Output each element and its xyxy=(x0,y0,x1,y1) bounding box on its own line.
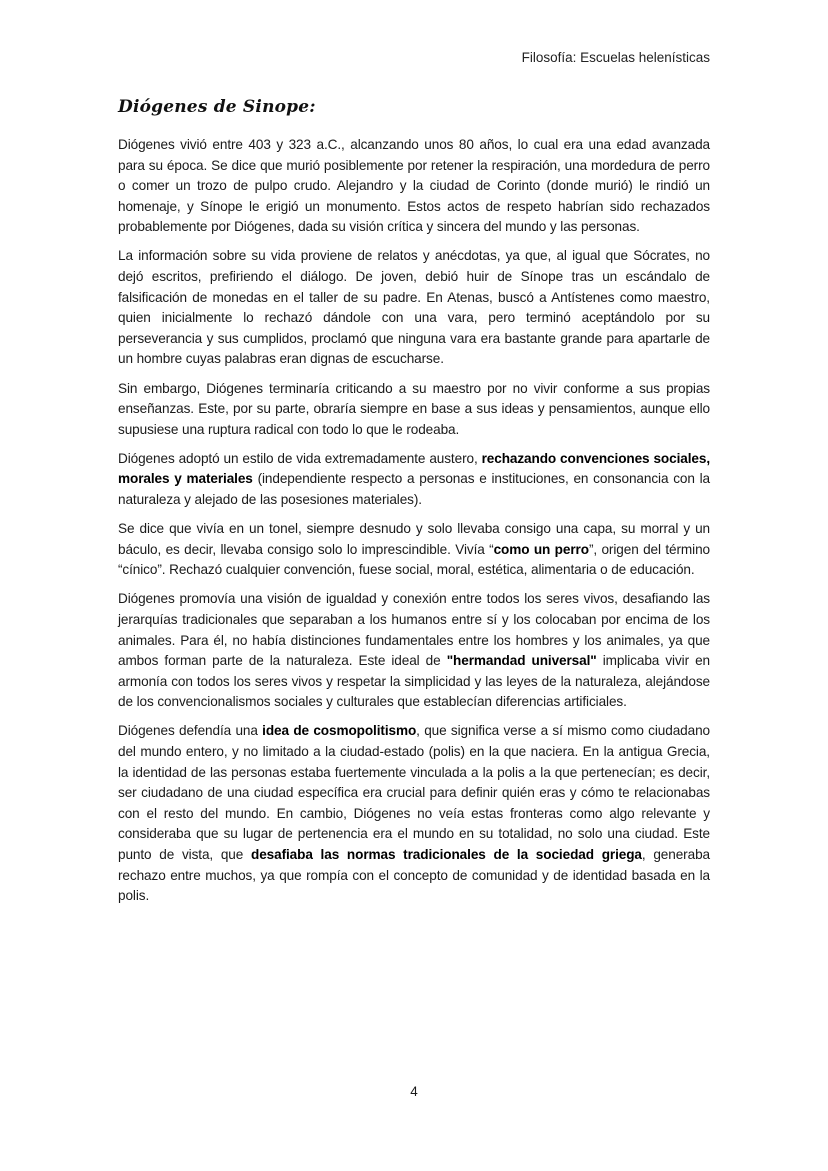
text-run: Diógenes adoptó un estilo de vida extremadamente austero, xyxy=(118,450,482,466)
text-run: Diógenes defendía una xyxy=(118,723,263,739)
paragraph xyxy=(118,135,710,238)
text-run: Sin embargo, Diógenes terminaría criticando a su maestro por no vivir conforme a sus propias enseñanzas. Este, por su parte, obraría siempre en base a sus ideas y pensamientos, aunque ello supusiese una ruptura radical con todo lo que le rodeaba. xyxy=(118,380,710,437)
page-number: 4 xyxy=(410,1084,418,1099)
text-run: Se dice que vivía en un tonel, siempre desnudo y solo llevaba consigo una capa, su morral y un báculo, es decir, llevaba consigo solo lo imprescindible. Vivía “ xyxy=(118,521,710,557)
text-run: , que significa verse a sí mismo como ciudadano del mundo entero, y no limitado a la ciudad-estado (polis) en la que naciera. En la antigua Grecia, la identidad de las personas estaba fuertemente vinculada a la polis a la que pertenecían; es decir, ser ciudadano de una ciudad específica era crucial para definir quién eras y cómo te relacionabas con el resto del mundo. En cambio, Diógenes no veía estas fronteras como algo relevante y consideraba que su lugar de pertenencia era el mundo en su totalidad, no solo una ciudad. Este punto de vista, que xyxy=(118,723,710,862)
text-run: ”, origen del término “cínico”. Rechazó cualquier convención, fuese social, moral, estética, alimentaria o de educación. xyxy=(118,541,710,578)
text-run: Diógenes vivió entre 403 y 323 a.C., alcanzando unos 80 años, lo cual era una edad avanzada para su época. Se dice que murió posiblemente por retener la respiración, una mordedura de perro o comer un trozo de pulpo crudo. Alejandro y la ciudad de Corinto (donde murió) le rindió un homenaje, y Sínope le erigió un monumento. Estos actos de respeto habrían sido rechazados probablemente por Diógenes, dada su visión crítica y sincera del mundo y las personas. xyxy=(118,137,710,235)
bold-text: rechazando convenciones sociales, morales y materiales xyxy=(118,450,710,487)
paragraph xyxy=(118,519,710,581)
paragraph xyxy=(118,449,710,511)
bold-text: "hermandad universal" xyxy=(446,653,597,669)
page-header: Filosofía: Escuelas helenísticas xyxy=(521,50,710,65)
text-run: implicaba vivir en armonía con todos los seres vivos y respetar la simplicidad y las leyes de la naturaleza, alejándose de los convencionalismos sociales y culturales que establecían diferencias artificiales. xyxy=(118,653,711,710)
paragraph xyxy=(118,589,710,713)
text-run: Diógenes promovía una visión de igualdad y conexión entre todos los seres vivos, desafiando las jerarquías tradicionales que separaban a los humanos entre sí y los colocaban por encima de los animales. Para él, no había distinciones fundamentales entre los hombres y los animales, ya que ambos forman parte de la naturaleza. Este ideal de xyxy=(118,591,710,669)
bold-text: como un perro xyxy=(493,541,589,557)
section-title: Diógenes de Sinope: xyxy=(118,97,316,117)
document-body xyxy=(118,135,710,915)
bold-text: idea de cosmopolitismo xyxy=(262,723,417,739)
paragraph xyxy=(118,246,710,370)
text-run: La información sobre su vida proviene de relatos y anécdotas, ya que, al igual que Sócrates, no dejó escritos, prefiriendo el diálogo. De joven, debió huir de Sínope tras un escándalo de falsificación de monedas en el taller de su padre. En Atenas, buscó a Antístenes como maestro, quien inicialmente lo rechazó dándole con una vara, pero terminó aceptándolo por su perseverancia y sus cumplidos, proclamó que ninguna vara era bastante grande para apartarle de un hombre cuyas palabras eran dignas de escucharse. xyxy=(118,248,710,367)
paragraph xyxy=(118,721,710,906)
bold-text: desafiaba las normas tradicionales de la sociedad griega xyxy=(250,847,642,862)
text-run: , generaba rechazo entre muchos, ya que rompía con el concepto de comunidad y de identidad basada en la polis. xyxy=(118,847,710,904)
text-run: (independiente respecto a personas e instituciones, en consonancia con la naturaleza y alejado de las posesiones materiales). xyxy=(118,471,711,507)
paragraph xyxy=(118,379,710,441)
